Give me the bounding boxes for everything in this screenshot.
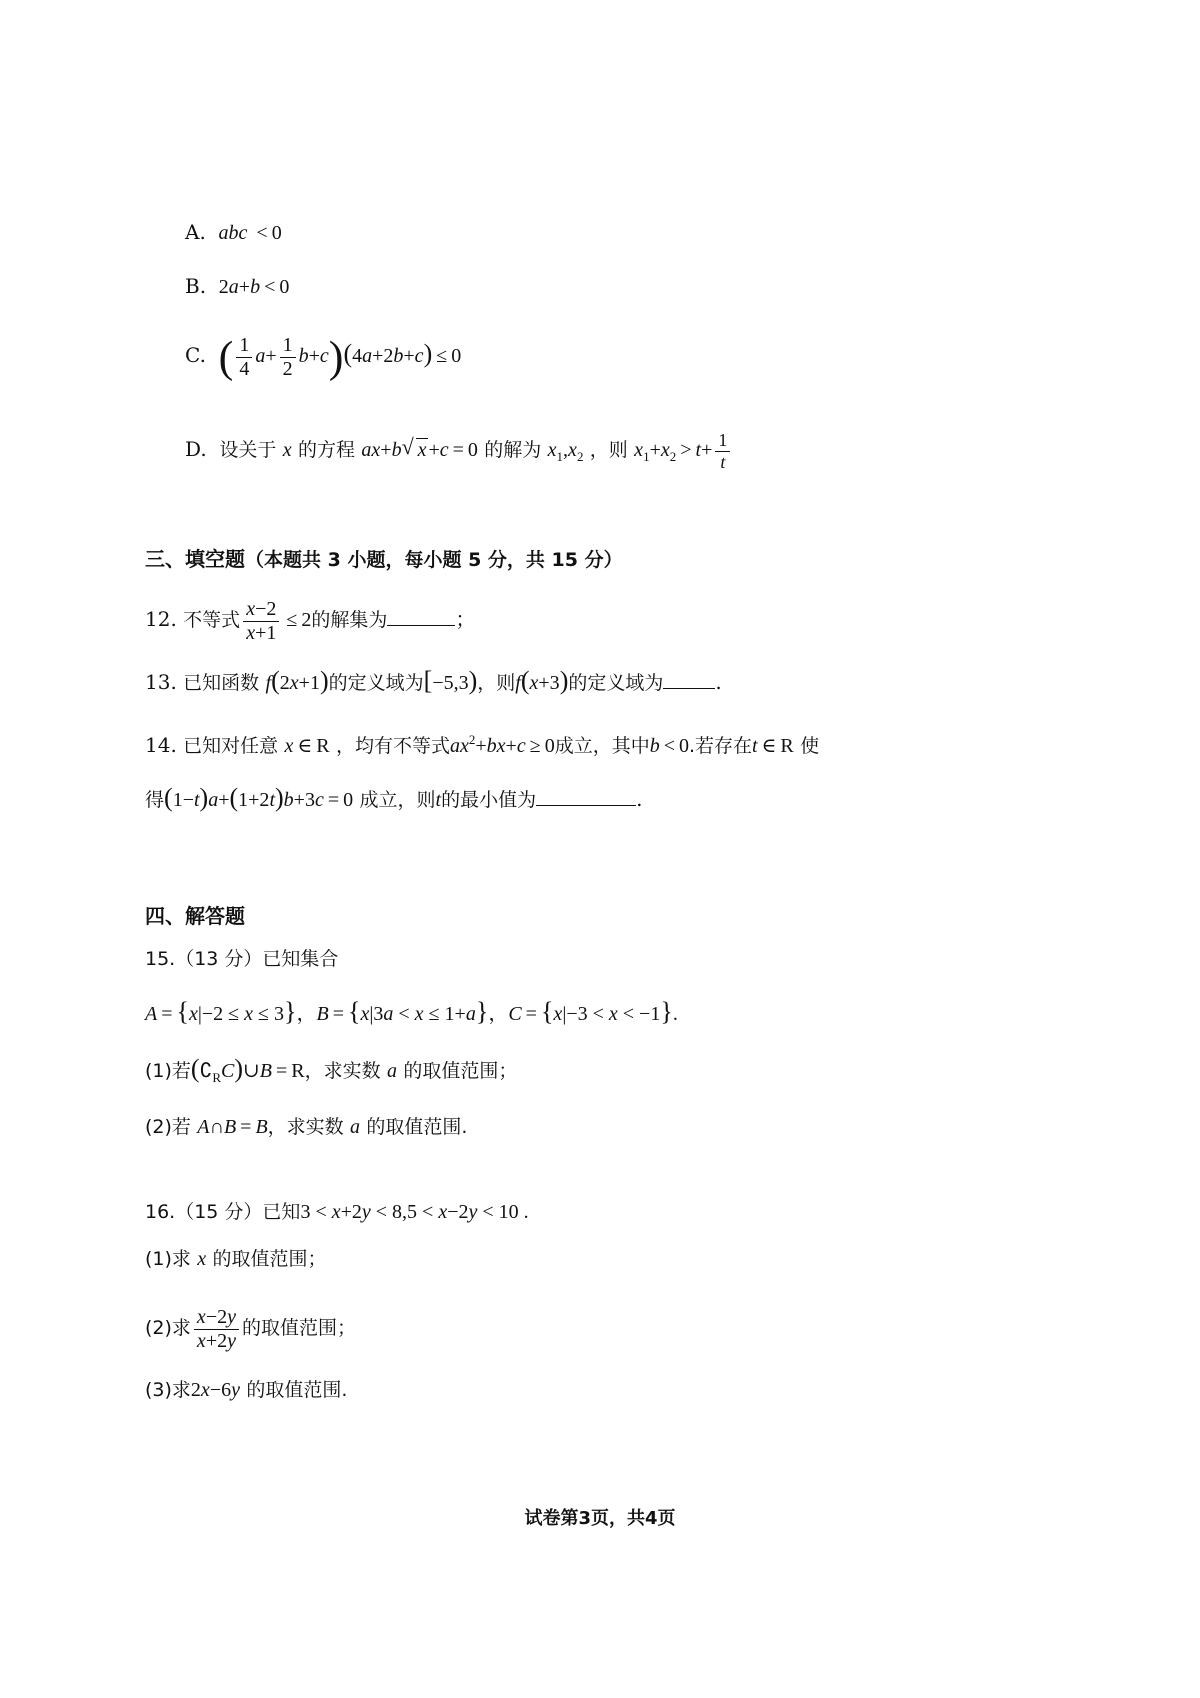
- q15-part2-pre: (2)若: [145, 1116, 191, 1138]
- option-d-text4: ，则: [589, 438, 628, 461]
- q13-text1: 已知函数: [183, 672, 260, 694]
- q15-part1-pre: (1)若: [145, 1060, 191, 1082]
- q15-sets-expr: A = {x|−2 ≤ x ≤ 3}，B = {x|3a < x ≤ 1+a}，C = {x|−3 < x < −1}.: [145, 997, 678, 1026]
- option-a-expr: abc < 0: [218, 222, 282, 244]
- q16-part1-end: 的取值范围；: [212, 1248, 327, 1270]
- q13-number: 13.: [145, 670, 177, 694]
- option-d-text2: 的方程: [298, 438, 356, 461]
- q14-text1: 已知对任意: [183, 735, 279, 757]
- q14-line2-text1: 得: [145, 789, 165, 811]
- q15-part1-expr: $(∁_RC)\cup B = R$: [190, 1054, 305, 1085]
- q15-part2-var-a: a: [350, 1116, 361, 1138]
- q14-t-in-r: t ∈ R: [752, 735, 794, 757]
- question-16-head: [145, 1197, 529, 1226]
- option-c: [185, 334, 461, 381]
- option-c-label: C.: [185, 343, 206, 368]
- q13-function2: f(x+3): [515, 666, 569, 695]
- q14-equation: (1−t)a+(1+2t)b+3c = 0: [164, 783, 354, 812]
- q14-b-neg: b < 0: [649, 735, 689, 757]
- q16-part2: [145, 1306, 356, 1353]
- q14-text5: 使: [800, 735, 820, 757]
- section3-title: 三、填空题: [145, 547, 245, 571]
- q15-part2-expr: A∩B = B: [197, 1116, 268, 1138]
- q16-part3-pre: (3)求: [145, 1379, 191, 1401]
- option-d-text3: 的解为: [484, 438, 542, 461]
- q13-text3: ，则: [477, 672, 516, 694]
- page-footer: 试卷第3页，共4页: [524, 1508, 676, 1529]
- q14-answer-blank: [536, 805, 636, 806]
- q12-tail: ；: [455, 607, 476, 632]
- option-a: [185, 218, 282, 247]
- option-b-expr: 2a+b < 0: [218, 276, 290, 298]
- q13-domain: [−5,3): [423, 666, 478, 695]
- q13-text4: 的定义域为: [568, 672, 664, 694]
- section4-heading: [145, 902, 245, 930]
- q15-part1-post: ，求实数: [304, 1060, 381, 1082]
- q15-part2: [145, 1112, 467, 1141]
- q12-text1: 不等式: [183, 609, 241, 632]
- option-c-expr: ( $\frac{1}{4}$ a+ $\frac{1}{2}$ b+c)(4a+2b+c) ≤ 0: [218, 332, 462, 382]
- q15-part1: [145, 1055, 517, 1092]
- q16-part3: [145, 1375, 347, 1404]
- option-d-text1: 设关于: [219, 438, 277, 461]
- q14-text4: .若存在: [688, 735, 753, 757]
- q16-part3-end: 的取值范围.: [246, 1379, 348, 1401]
- question-14-line2: [145, 784, 642, 814]
- q16-part2-pre: (2)求: [145, 1317, 191, 1340]
- option-d-label: D.: [185, 436, 207, 461]
- option-d-inequality: $x_1+x_2 > t+$ $\frac{1}{t}$: [634, 439, 733, 461]
- q13-tail: .: [715, 670, 722, 694]
- question-13: [145, 667, 722, 697]
- q16-condition: 3 < x+2y < 8,5 < x−2y < 10 .: [300, 1201, 529, 1223]
- q14-quadratic: $ax^2+bx+c \ge 0$: [449, 732, 555, 757]
- q13-text2: 的定义域为: [328, 672, 424, 694]
- q15-part1-end: 的取值范围；: [403, 1060, 518, 1082]
- section3-heading: [145, 545, 623, 574]
- q14-tail: .: [636, 787, 643, 811]
- q12-answer-blank: [387, 625, 455, 626]
- q14-x-in-r: x ∈ R: [284, 735, 330, 757]
- section4-title: 四、解答题: [145, 904, 245, 928]
- option-b: [185, 272, 289, 301]
- q16-part3-expr: 2x−6y: [190, 1379, 240, 1401]
- option-d-roots: $x_1,x_2$: [547, 438, 584, 464]
- question-14: [145, 726, 819, 760]
- option-d-var-x: x: [282, 438, 292, 461]
- q14-text2: ，均有不等式: [335, 735, 450, 757]
- q14-line2-text2: 成立，则: [359, 789, 436, 811]
- section3-note: （本题共 3 小题，每小题 5 分，共 15 分）: [245, 549, 623, 571]
- option-d: [185, 430, 733, 472]
- q12-text2: 的解集为: [311, 609, 388, 632]
- question-15-head: 15.（13 分）已知集合: [145, 948, 339, 970]
- q16-part1: [145, 1244, 327, 1273]
- q16-part2-fraction: $\frac{x-2y}{x+2y}$: [191, 1317, 242, 1339]
- q13-function: f(2x+1): [265, 666, 329, 695]
- q15-part2-post: ，求实数: [267, 1116, 344, 1138]
- q13-answer-blank: [663, 688, 715, 689]
- q12-inequality: $\frac{x-2}{x+1}$ ≤ 2: [240, 609, 311, 631]
- q16-head-text: 16.（15 分）已知: [145, 1201, 301, 1223]
- question-12: [145, 598, 475, 645]
- option-a-label: A.: [185, 220, 206, 244]
- option-b-label: B.: [185, 274, 207, 298]
- q16-part2-end: 的取值范围；: [241, 1317, 356, 1340]
- q16-part1-pre: (1)求: [145, 1248, 191, 1270]
- q14-var-t: t: [435, 789, 442, 811]
- q16-part1-var-x: x: [197, 1248, 207, 1270]
- option-d-equation: ax+b√ x +c = 0: [361, 439, 478, 461]
- q14-number: 14.: [145, 733, 177, 757]
- q14-text3: 成立，其中: [554, 735, 650, 757]
- q15-part2-end: 的取值范围.: [366, 1116, 468, 1138]
- q15-part1-var-a: a: [387, 1060, 397, 1082]
- q15-sets: [145, 998, 678, 1028]
- q14-line2-text3: 的最小值为: [441, 789, 537, 811]
- q12-number: 12.: [145, 607, 177, 632]
